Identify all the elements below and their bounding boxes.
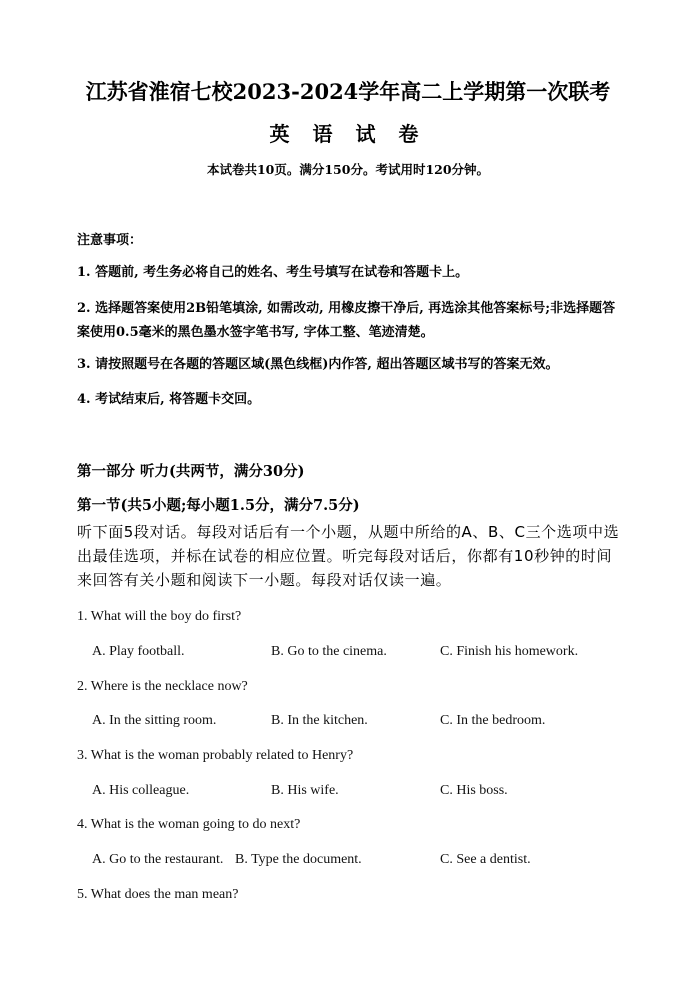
part-title: 第一部分 听力(共两节，满分30分)	[77, 463, 305, 480]
question-text: 5. What does the man mean?	[77, 887, 239, 902]
option-a: A. His colleague.	[92, 783, 190, 798]
notice-item: 2. 选择题答案使用2B铅笔填涂, 如需改动, 用橡皮擦干净后, 再选涂其他答案标号;非选择题答案使用0.5毫米的黑色墨水签字笔书写, 字体工整、笔迹清楚。	[77, 301, 616, 340]
option-a: A. In the sitting room.	[92, 713, 217, 728]
option-a: A. Go to the restaurant.	[92, 852, 224, 867]
option-c: C. His boss.	[440, 783, 508, 798]
option-b: B. Go to the cinema.	[271, 644, 387, 659]
notice-item: 3. 请按照题号在各题的答题区域(黑色线框)内作答, 超出答题区域书写的答案无效。	[77, 357, 559, 372]
exam-subtitle: 英 语 试 卷	[269, 122, 427, 146]
option-b: B. His wife.	[271, 783, 339, 798]
option-c: C. Finish his homework.	[440, 644, 579, 659]
exam-title: 江苏省淮宿七校2023-2024学年高二上学期第一次联考	[85, 79, 611, 104]
option-b: B. In the kitchen.	[271, 713, 368, 728]
question-text: 2. Where is the necklace now?	[77, 679, 248, 694]
question-text: 4. What is the woman going to do next?	[77, 817, 301, 832]
notice-item: 1. 答题前, 考生务必将自己的姓名、考生号填写在试卷和答题卡上。	[77, 265, 469, 280]
section-instructions: 听下面5段对话。每段对话后有一个小题，从题中所给的A、B、C三个选项中选出最佳选项，并标在试卷的相应位置。听完每段对话后，你都有10秒钟的时间来回答有关小题和阅读下一小题。每段对话仅读一遍。	[77, 523, 620, 589]
section-title: 第一节(共5小题;每小题1.5分，满分7.5分)	[77, 497, 360, 514]
question-text: 1. What will the boy do first?	[77, 609, 242, 624]
notice-item: 4. 考试结束后, 将答题卡交回。	[77, 392, 261, 407]
option-a: A. Play football.	[92, 644, 185, 659]
option-c: C. In the bedroom.	[440, 713, 546, 728]
exam-info: 本试卷共10页。满分150分。考试用时120分钟。	[206, 162, 490, 177]
question-text: 3. What is the woman probably related to Henry?	[77, 748, 354, 763]
notice-heading: 注意事项：	[77, 233, 143, 248]
option-c: C. See a dentist.	[440, 852, 531, 867]
option-b: B. Type the document.	[235, 852, 362, 867]
